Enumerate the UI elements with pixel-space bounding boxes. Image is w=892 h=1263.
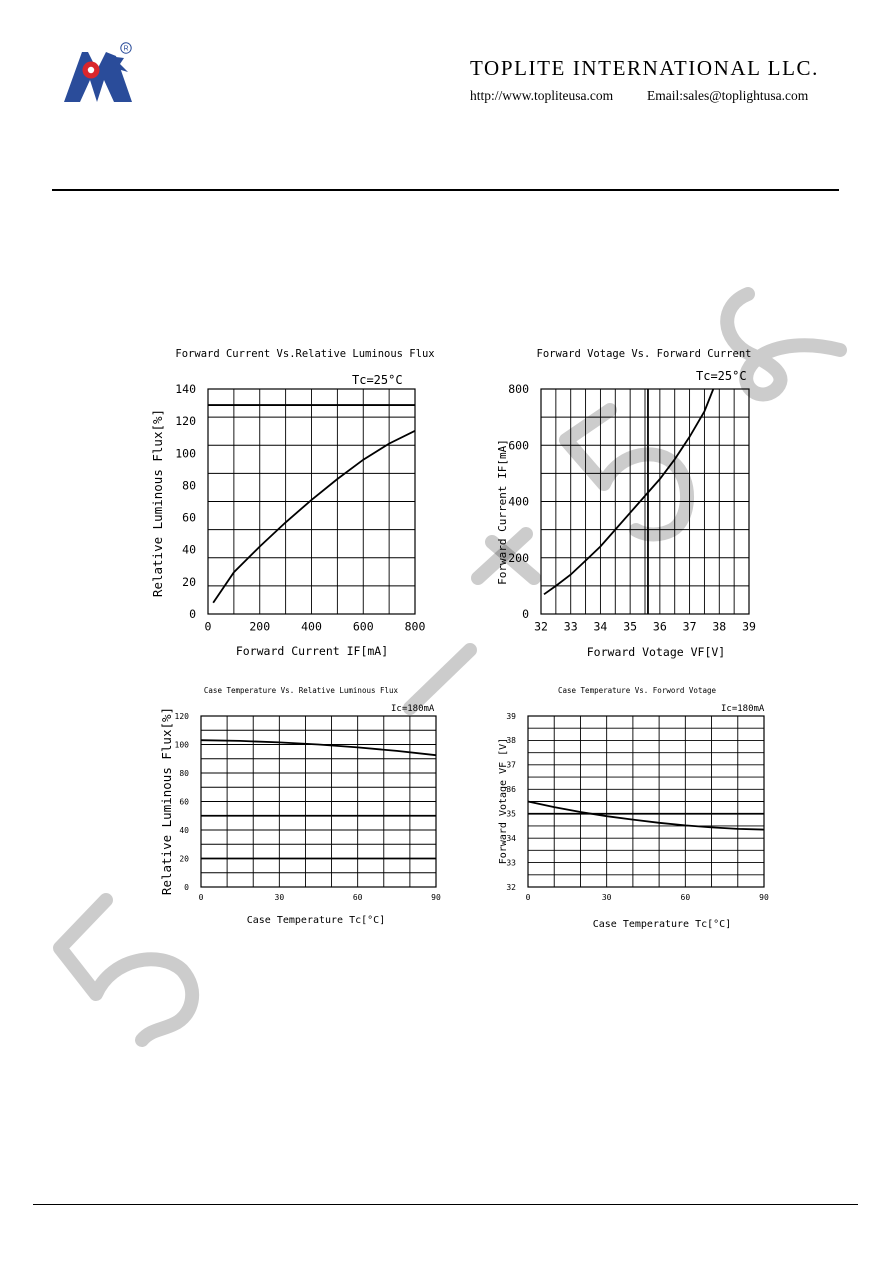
chart-1-xlabel: Forward Current IF[mA] xyxy=(235,644,389,658)
x-tick-label: 800 xyxy=(404,619,426,634)
x-tick-label: 0 xyxy=(525,893,531,902)
chart-2-ylabel: Forward Current IF[mA] xyxy=(496,439,509,585)
y-tick-label: 400 xyxy=(508,494,529,509)
chart-2-y-ticks xyxy=(508,382,529,621)
x-tick-label: 0 xyxy=(204,619,212,634)
y-tick-label: 0 xyxy=(522,607,529,622)
chart-2-grid xyxy=(541,389,749,614)
y-tick-label: 120 xyxy=(175,414,196,429)
x-tick-label: 60 xyxy=(680,893,691,902)
chart-2-title: Forward Votage Vs. Forward Current xyxy=(536,348,752,360)
y-tick-label: 200 xyxy=(508,550,529,565)
svg-text:R: R xyxy=(123,45,129,53)
x-tick-label: 34 xyxy=(593,619,608,634)
chart-3-ylabel: Relative Luminous Flux[%] xyxy=(159,706,174,896)
chart-3-reference-lines xyxy=(201,816,436,859)
chart-1-y-ticks xyxy=(175,382,196,621)
chart-4-ylabel: Forward Votage VF [V] xyxy=(498,737,509,865)
y-tick-label: 60 xyxy=(179,797,189,807)
x-tick-label: 90 xyxy=(431,893,441,902)
y-tick-label: 100 xyxy=(175,446,196,461)
chart-4-grid xyxy=(528,716,764,887)
chart-2-xlabel: Forward Votage VF[V] xyxy=(586,645,726,659)
chart-current-vs-flux xyxy=(150,348,435,658)
chart-temp-vs-flux xyxy=(159,686,441,926)
x-tick-label: 60 xyxy=(352,893,363,902)
y-tick-label: 600 xyxy=(508,438,529,453)
y-tick-label: 34 xyxy=(506,833,516,843)
chart-1-grid xyxy=(208,389,415,614)
y-tick-label: 20 xyxy=(182,574,196,589)
chart-voltage-vs-current xyxy=(496,348,756,659)
x-tick-label: 90 xyxy=(759,893,769,902)
chart-temp-vs-voltage xyxy=(498,686,769,930)
website-link[interactable]: http://www.topliteusa.com xyxy=(470,88,614,103)
y-tick-label: 36 xyxy=(506,785,516,795)
y-tick-label: 38 xyxy=(506,736,516,746)
y-tick-label: 120 xyxy=(174,711,189,721)
chart-1-series-line xyxy=(213,431,415,603)
chart-3-series-line xyxy=(201,740,436,755)
chart-4-x-ticks xyxy=(526,893,769,902)
x-tick-label: 37 xyxy=(682,619,697,634)
x-tick-label: 400 xyxy=(301,619,322,634)
chart-2-x-ticks xyxy=(534,620,756,634)
y-tick-label: 80 xyxy=(179,768,189,778)
chart-3-x-ticks xyxy=(199,893,441,902)
chart-3-title: Case Temperature Vs. Relative Luminous Flux xyxy=(203,686,399,695)
x-tick-label: 0 xyxy=(198,893,204,902)
chart-4-series-line xyxy=(528,802,764,830)
chart-4-xlabel: Case Temperature Tc[°C] xyxy=(592,919,732,930)
x-tick-label: 33 xyxy=(563,619,578,634)
company-name: TOPLITE INTERNATIONAL LLC. xyxy=(470,56,819,80)
y-tick-label: 32 xyxy=(506,882,516,892)
chart-3-xlabel: Case Temperature Tc[°C] xyxy=(246,915,386,926)
email-link[interactable]: Email:sales@toplightusa.com xyxy=(647,88,809,103)
chart-2-condition: Tc=25°C xyxy=(696,369,747,383)
y-tick-label: 60 xyxy=(182,510,196,525)
x-tick-label: 30 xyxy=(601,893,612,902)
chart-1-title: Forward Current Vs.Relative Luminous Flux xyxy=(175,348,435,360)
y-tick-label: 800 xyxy=(508,382,529,397)
chart-3-condition: Ic=180mA xyxy=(391,704,435,714)
x-tick-label: 200 xyxy=(249,619,271,634)
chart-1-condition: Tc=25°C xyxy=(352,373,403,387)
y-tick-label: 40 xyxy=(182,542,196,557)
chart-1-ylabel: Relative Luminous Flux[%] xyxy=(150,408,165,598)
chart-4-title: Case Temperature Vs. Forword Votage xyxy=(557,686,717,695)
y-tick-label: 37 xyxy=(506,760,516,770)
y-tick-label: 0 xyxy=(184,882,189,892)
chart-1-x-ticks xyxy=(205,620,426,634)
x-tick-label: 35 xyxy=(623,619,638,634)
x-tick-label: 600 xyxy=(352,619,374,634)
y-tick-label: 100 xyxy=(174,740,189,750)
x-tick-label: 39 xyxy=(742,619,756,634)
x-tick-label: 36 xyxy=(652,619,667,634)
y-tick-label: 0 xyxy=(189,607,196,622)
chart-4-condition: Ic=180mA xyxy=(721,704,765,714)
y-tick-label: 35 xyxy=(506,809,516,819)
chart-2-series-line xyxy=(544,389,713,594)
x-tick-label: 32 xyxy=(534,619,548,634)
y-tick-label: 140 xyxy=(175,382,196,397)
x-tick-label: 38 xyxy=(712,619,727,634)
y-tick-label: 39 xyxy=(506,711,516,721)
chart-3-y-ticks xyxy=(175,712,190,892)
footer-divider xyxy=(33,1204,858,1205)
y-tick-label: 33 xyxy=(506,858,516,868)
y-tick-label: 80 xyxy=(182,478,196,493)
y-tick-label: 40 xyxy=(179,825,189,835)
y-tick-label: 20 xyxy=(179,854,189,864)
x-tick-label: 30 xyxy=(274,893,285,902)
